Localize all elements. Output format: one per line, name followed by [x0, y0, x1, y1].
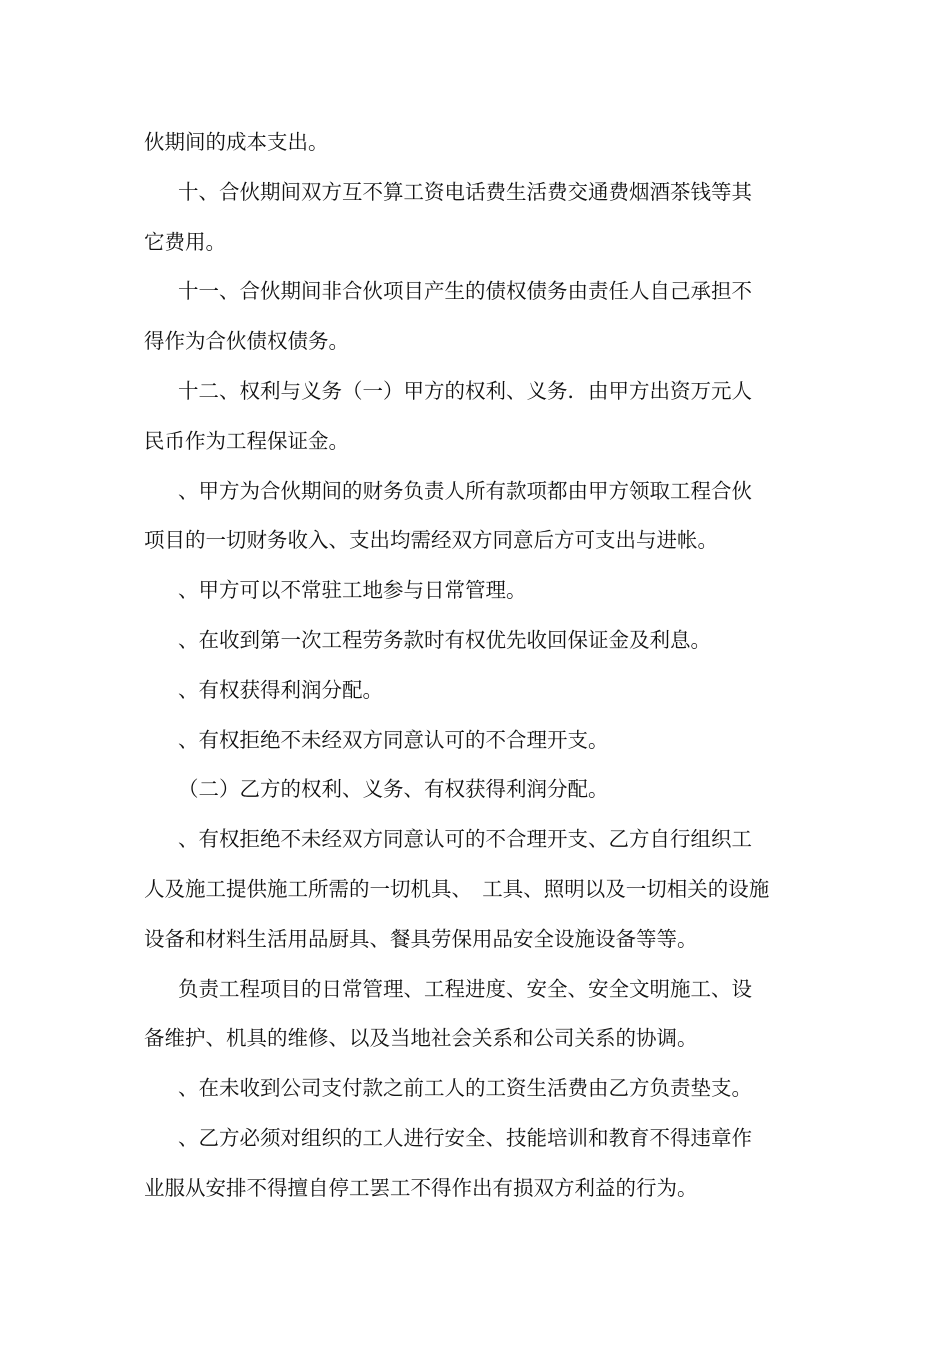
paragraph — [144, 1114, 804, 1214]
text-line: （二）乙方的权利、义务、有权获得利润分配。 — [178, 777, 609, 802]
paragraph — [144, 765, 804, 815]
paragraph — [144, 965, 804, 1065]
text-line: 十二、权利与义务（一）甲方的权利、义务．由甲方出资万元人 — [178, 378, 752, 403]
text-line: 设备和材料生活用品厨具、餐具劳保用品安全设施设备等等。 — [144, 926, 698, 951]
text-line: 民币作为工程保证金。 — [144, 428, 349, 453]
paragraph — [144, 118, 804, 168]
paragraph — [144, 168, 804, 268]
text-line: 、在收到第一次工程劳务款时有权优先收回保证金及利息。 — [178, 627, 711, 652]
text-line: 十一、合伙期间非合伙项目产生的债权债务由责任人自己承担不 — [178, 279, 752, 304]
text-line: 、有权拒绝不未经双方同意认可的不合理开支、乙方自行组织工 — [178, 827, 752, 852]
text-line: 得作为合伙债权债务。 — [144, 329, 349, 354]
text-line: 、甲方为合伙期间的财务负责人所有款项都由甲方领取工程合伙 — [178, 478, 752, 503]
text-line: 、乙方必须对组织的工人进行安全、技能培训和教育不得违章作 — [178, 1125, 752, 1150]
text-line: 备维护、机具的维修、以及当地社会关系和公司关系的协调。 — [144, 1026, 698, 1051]
text-line: 项目的一切财务收入、支出均需经双方同意后方可支出与进帐。 — [144, 528, 718, 553]
text-line: 负责工程项目的日常管理、工程进度、安全、安全文明施工、设 — [178, 976, 752, 1001]
text-line: 业服从安排不得擅自停工罢工不得作出有损双方利益的行为。 — [144, 1175, 698, 1200]
text-line: 、有权拒绝不未经双方同意认可的不合理开支。 — [178, 727, 609, 752]
document-body — [144, 118, 804, 1214]
paragraph — [144, 666, 804, 716]
paragraph — [144, 616, 804, 666]
text-line: 人及施工提供施工所需的一切机具、 工具、照明以及一切相关的设施 — [144, 876, 770, 901]
paragraph — [144, 716, 804, 766]
paragraph — [144, 566, 804, 616]
paragraph — [144, 267, 804, 367]
paragraph — [144, 1064, 804, 1114]
paragraph — [144, 815, 804, 964]
paragraph — [144, 367, 804, 467]
text-line: 它费用。 — [144, 229, 226, 254]
text-line: 、在未收到公司支付款之前工人的工资生活费由乙方负责垫支。 — [178, 1076, 752, 1101]
text-line: 十、合伙期间双方互不算工资电话费生活费交通费烟酒茶钱等其 — [178, 179, 752, 204]
paragraph — [144, 467, 804, 567]
text-line: 、有权获得利润分配。 — [178, 677, 383, 702]
text-line: 伙期间的成本支出。 — [144, 130, 329, 154]
text-line: 、甲方可以不常驻工地参与日常管理。 — [178, 578, 527, 603]
